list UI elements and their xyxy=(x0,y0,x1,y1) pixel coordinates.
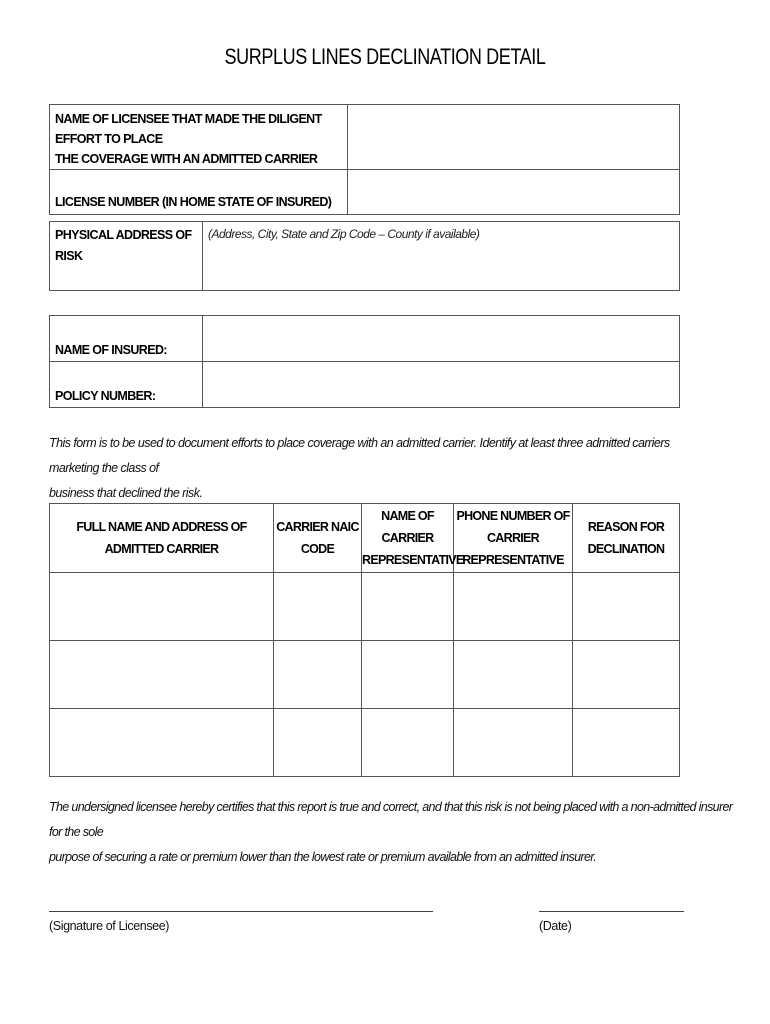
carrier-naic-code-field[interactable] xyxy=(274,709,362,777)
declination-reason-field[interactable] xyxy=(573,641,680,709)
signature-line[interactable] xyxy=(49,911,433,912)
licensee-name-label-line2: THE COVERAGE WITH AN ADMITTED CARRIER xyxy=(55,152,318,166)
carrier-table xyxy=(49,503,680,777)
signature-label: (Signature of Licensee) xyxy=(49,919,170,933)
carrier-representative-field[interactable] xyxy=(362,709,454,777)
header-representative-phone: PHONE NUMBER OF CARRIER REPRESENTATIVE xyxy=(454,504,573,573)
header-reason-for-declination: REASON FOR DECLINATION xyxy=(573,504,680,573)
representative-phone-field[interactable] xyxy=(454,641,573,709)
date-line[interactable] xyxy=(539,911,684,912)
address-field[interactable] xyxy=(203,222,680,291)
declination-reason-field[interactable] xyxy=(573,709,680,777)
date-label: (Date) xyxy=(539,919,572,933)
carrier-representative-field[interactable] xyxy=(362,641,454,709)
policy-number-field[interactable] xyxy=(203,362,680,408)
representative-phone-field[interactable] xyxy=(454,709,573,777)
licensee-name-label-cell xyxy=(50,105,348,170)
carrier-name-address-field[interactable] xyxy=(50,641,274,709)
certification-line1: The undersigned licensee hereby certifies that this report is true and correct, and that this risk is not being placed with a non-admitted insurer for the sole xyxy=(49,800,733,839)
instructions-text xyxy=(49,431,709,506)
insured-name-field[interactable] xyxy=(203,316,680,362)
address-label: PHYSICAL ADDRESS OF RISK xyxy=(55,228,192,263)
carrier-naic-code-field[interactable] xyxy=(274,641,362,709)
header-carrier-naic-code: CARRIER NAIC CODE xyxy=(274,504,362,573)
license-number-label: LICENSE NUMBER (IN HOME STATE OF INSURED) xyxy=(55,195,332,209)
carrier-name-address-field[interactable] xyxy=(50,573,274,641)
table-row xyxy=(50,641,680,709)
address-table xyxy=(49,221,680,291)
license-number-field[interactable] xyxy=(348,170,680,215)
carrier-naic-code-field[interactable] xyxy=(274,573,362,641)
insured-name-label: NAME OF INSURED: xyxy=(55,343,167,357)
header-carrier-name-address: FULL NAME AND ADDRESS OF ADMITTED CARRIER xyxy=(50,504,274,573)
licensee-table xyxy=(49,104,680,215)
form-title: SURPLUS LINES DECLINATION DETAIL xyxy=(224,44,546,69)
certification-text xyxy=(49,795,739,870)
instructions-line2: business that declined the risk. xyxy=(49,486,203,500)
carrier-representative-field[interactable] xyxy=(362,573,454,641)
table-row xyxy=(50,573,680,641)
insured-table xyxy=(49,315,680,408)
insured-name-label-cell xyxy=(50,316,203,362)
address-hint: (Address, City, State and Zip Code – County if available) xyxy=(208,227,480,241)
policy-number-label-cell xyxy=(50,362,203,408)
licensee-name-label-line1: NAME OF LICENSEE THAT MADE THE DILIGENT EFFORT TO PLACE xyxy=(55,112,322,146)
address-label-cell xyxy=(50,222,203,291)
table-row xyxy=(50,709,680,777)
licensee-name-field[interactable] xyxy=(348,105,680,170)
representative-phone-field[interactable] xyxy=(454,573,573,641)
instructions-line1: This form is to be used to document efforts to place coverage with an admitted carrier. Identify at least three admitted carriers marketing the class of xyxy=(49,436,670,475)
header-carrier-representative: NAME OF CARRIER REPRESENTATIVE xyxy=(362,504,454,573)
certification-line2: purpose of securing a rate or premium lower than the lowest rate or premium available from an admitted insurer. xyxy=(49,850,597,864)
declination-reason-field[interactable] xyxy=(573,573,680,641)
carrier-name-address-field[interactable] xyxy=(50,709,274,777)
license-number-label-cell xyxy=(50,170,348,215)
policy-number-label: POLICY NUMBER: xyxy=(55,389,156,403)
